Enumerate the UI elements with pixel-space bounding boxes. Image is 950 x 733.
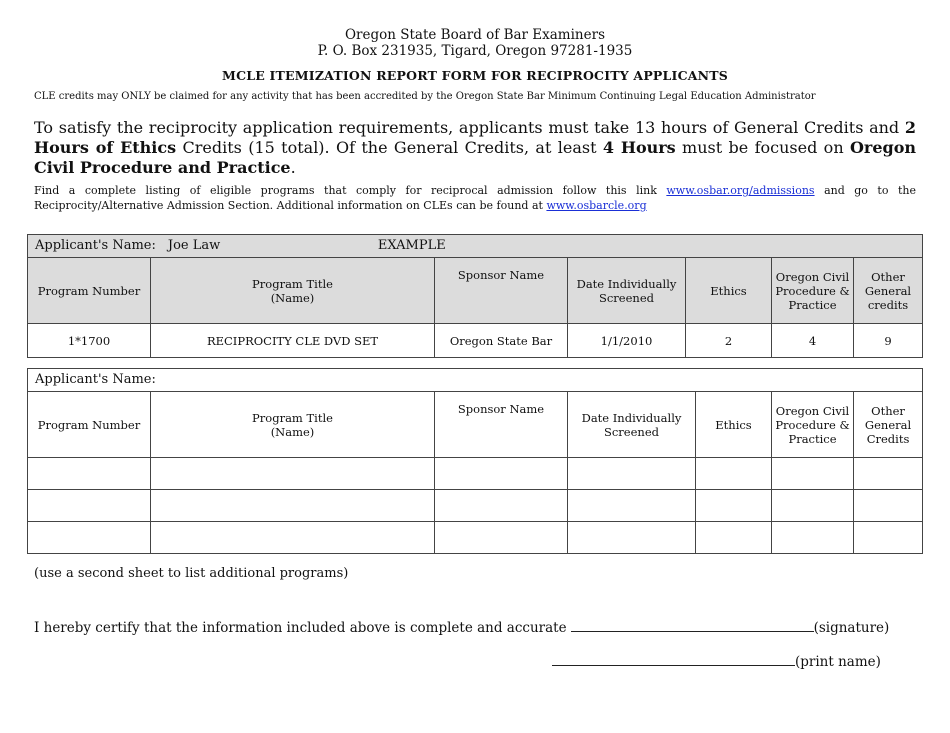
header-ethics: Ethics [696,392,772,458]
entry-cell-program-number[interactable] [28,490,151,522]
entry-cell-other[interactable] [854,522,923,554]
osbar-admissions-link[interactable]: www.osbar.org/admissions [666,184,815,197]
example-table [27,234,923,358]
links-text-1: Find a complete listing of eligible programs that comply for reciprocal admission follow this link [34,184,667,197]
header-ocp: Oregon Civil Procedure & Practice [772,392,854,458]
entry-cell-ethics[interactable] [696,458,772,490]
header-sponsor: Sponsor Name [435,392,568,458]
header-date: Date Individually Screened [568,258,686,324]
entry-cell-ethics[interactable] [696,522,772,554]
certify-text: I hereby certify that the information included above is complete and accurate [34,620,567,636]
example-applicant-row [28,235,923,258]
header-program-title-sub: (Name) [270,424,315,439]
header-ocp: Oregon Civil Procedure & Practice [772,258,854,324]
applicant-name-field[interactable] [28,369,923,392]
entry-cell-date[interactable] [568,522,696,554]
entry-cell-program-title[interactable] [151,458,435,490]
table-row [28,324,923,358]
cell-sponsor: Oregon State Bar [435,324,568,358]
example-label: EXAMPLE [377,238,446,253]
entry-cell-sponsor[interactable] [435,458,568,490]
entry-cell-other[interactable] [854,458,923,490]
intro-ocp-hours: 4 Hours [602,138,676,157]
accreditation-note: CLE credits may ONLY be claimed for any activity that has been accredited by the Oregon State Bar Minimum Continuing Legal Education Administrator [34,91,816,102]
intro-ethics-hours: 2 Hours of Ethics [34,118,916,157]
cell-date: 1/1/2010 [568,324,686,358]
header-sponsor: Sponsor Name [435,258,568,324]
requirements-paragraph [34,118,916,178]
header-ethics: Ethics [686,258,772,324]
entry-cell-program-number[interactable] [28,458,151,490]
org-name: Oregon State Board of Bar Examiners [344,27,605,43]
form-title: MCLE ITEMIZATION REPORT FORM FOR RECIPROCITY APPLICANTS [222,68,728,83]
signature-field[interactable] [571,617,814,632]
certification-line [34,617,889,636]
entry-cell-sponsor[interactable] [435,522,568,554]
table-row [28,490,923,522]
entry-cell-program-title[interactable] [151,490,435,522]
header-program-number: Program Number [28,392,151,458]
entry-cell-sponsor[interactable] [435,490,568,522]
entry-header-row [28,392,923,458]
example-header-row [28,258,923,324]
header-program-title-sub: (Name) [270,290,315,305]
applicant-name-label: Applicant's Name: [35,238,156,253]
table-row [28,522,923,554]
cell-other: 9 [854,324,923,358]
header-date: Date Individually Screened [568,392,696,458]
print-name-label: (print name) [795,654,881,670]
entry-cell-program-number[interactable] [28,522,151,554]
org-address: P. O. Box 231935, Tigard, Oregon 97281-1935 [317,43,633,59]
header-other: Other General Credits [854,392,923,458]
applicant-name-value: Joe Law [167,238,221,253]
applicant-name-label: Applicant's Name: [35,372,156,387]
signature-label: (signature) [813,620,890,636]
intro-text-3: must be focused on [675,138,850,157]
cell-ethics: 2 [686,324,772,358]
header-program-title [151,258,435,324]
cell-program-number: 1*1700 [28,324,151,358]
entry-applicant-row [28,369,923,392]
second-sheet-note: (use a second sheet to list additional programs) [34,566,349,581]
entry-cell-ocp[interactable] [772,458,854,490]
osbarcle-link[interactable]: www.osbarcle.org [546,199,647,212]
entry-cell-date[interactable] [568,490,696,522]
print-name-field[interactable] [552,651,795,666]
entry-cell-ocp[interactable] [772,522,854,554]
header-other: Other General credits [854,258,923,324]
links-text-2: and go to the Reciprocity/Alternative Admission Section. Additional information on CLEs can be found at [34,184,916,212]
intro-ocp-subject: Oregon Civil Procedure and Practice [34,138,917,177]
intro-text-2: Credits (15 total). Of the General Credits, at least [176,138,603,157]
header-program-title-main: Program Title [252,276,333,291]
header-program-number: Program Number [28,258,151,324]
header-program-title-main: Program Title [252,410,333,425]
intro-text-4: . [290,158,296,177]
table-row [28,458,923,490]
print-name-line [552,651,881,670]
entry-cell-date[interactable] [568,458,696,490]
entry-table [27,368,923,554]
entry-cell-other[interactable] [854,490,923,522]
entry-cell-ethics[interactable] [696,490,772,522]
intro-text-1: To satisfy the reciprocity application requirements, applicants must take 13 hours of General Credits and [34,118,905,137]
cell-program-title: RECIPROCITY CLE DVD SET [151,324,435,358]
entry-cell-program-title[interactable] [151,522,435,554]
links-paragraph [34,183,916,213]
cell-ocp: 4 [772,324,854,358]
entry-cell-ocp[interactable] [772,490,854,522]
header-program-title [151,392,435,458]
